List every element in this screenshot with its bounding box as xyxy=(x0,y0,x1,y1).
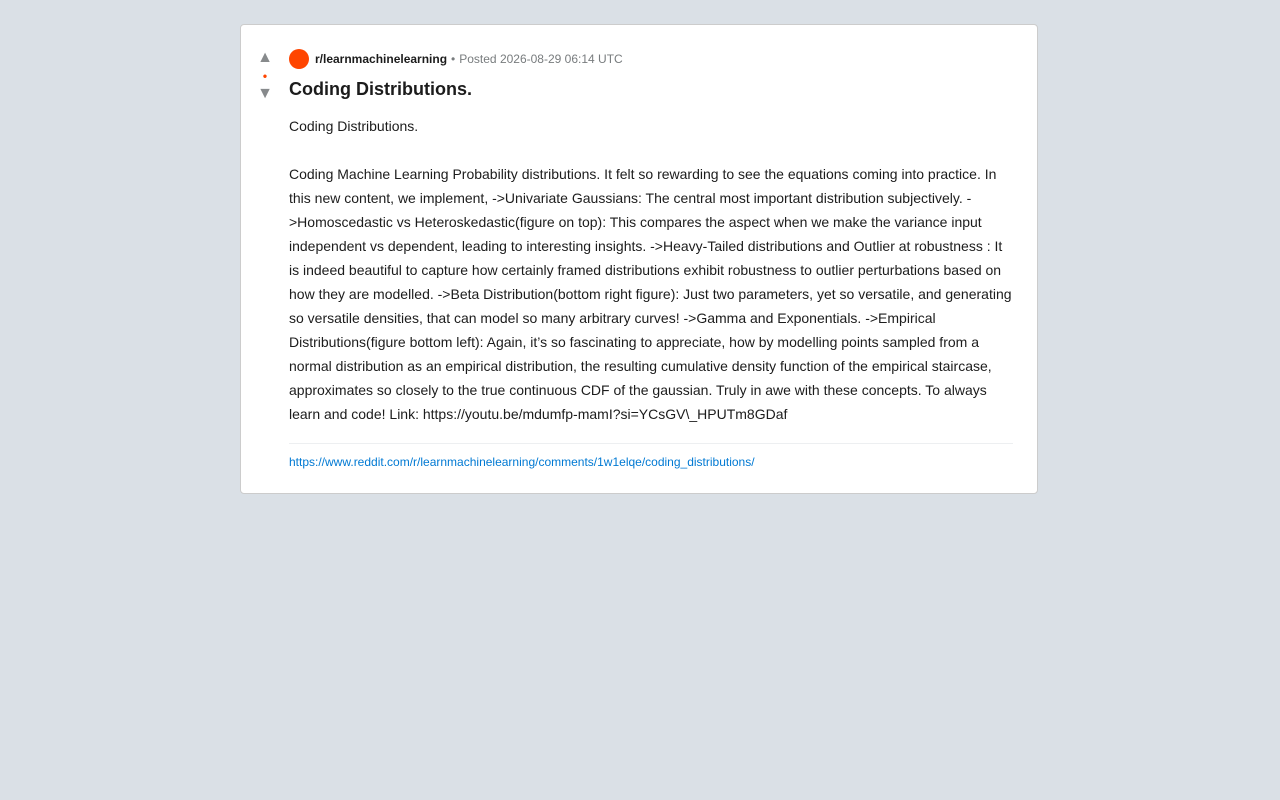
post-card xyxy=(240,24,1038,494)
subreddit-name[interactable]: r/learnmachinelearning xyxy=(315,52,448,66)
meta-separator: • xyxy=(451,52,456,66)
post-meta xyxy=(289,49,1013,69)
post-content xyxy=(289,49,1013,471)
downvote-arrow-icon[interactable]: ▼ xyxy=(257,85,273,102)
post-body xyxy=(289,114,1013,426)
divider xyxy=(289,443,1013,444)
subreddit-icon[interactable] xyxy=(289,49,309,69)
body-paragraph: Coding Machine Learning Probability distributions. It felt so rewarding to see the equations coming into practice. In this new content, we implement, ->Univariate Gaussians: The central most important distribution subjectively. ->Homoscedastic vs Heteroskedastic(figure on top): This compares the aspect when we make the variance input independent vs dependent, leading to interesting insights. ->Heavy-Tailed distributions and Outlier at robustness : It is indeed beautiful to capture how certainly framed distributions exhibit robustness to outlier perturbations based on how they are modelled. ->Beta Distribution(bottom right figure): Just two parameters, yet so versatile, and generating so versatile densities, that can model so many arbitrary curves! ->Gamma and Exponentials. ->Empirical Distributions(figure bottom left): Again, it’s so fascinating to appreciate, how by modelling points sampled from a normal distribution as an empirical distribution, the resulting cumulative density function of the empirical staircase, approximates so closely to the true continuous CDF of the gaussian. Truly in awe with these concepts. To always learn and code! Link: https://youtu.be/mdumfp-mamI?si=YCsGV\_HPUTm8GDaf xyxy=(289,166,1012,422)
upvote-arrow-icon[interactable]: ▲ xyxy=(257,49,273,66)
vote-column xyxy=(241,49,289,471)
permalink-link[interactable]: https://www.reddit.com/r/learnmachinelearning/comments/1w1elqe/coding_distributions/ xyxy=(289,455,755,469)
post-timestamp: Posted 2026-08-29 06:14 UTC xyxy=(459,52,623,66)
body-paragraph: Coding Distributions. xyxy=(289,118,419,134)
post-title[interactable]: Coding Distributions. xyxy=(289,79,472,99)
vote-score: • xyxy=(262,69,268,83)
